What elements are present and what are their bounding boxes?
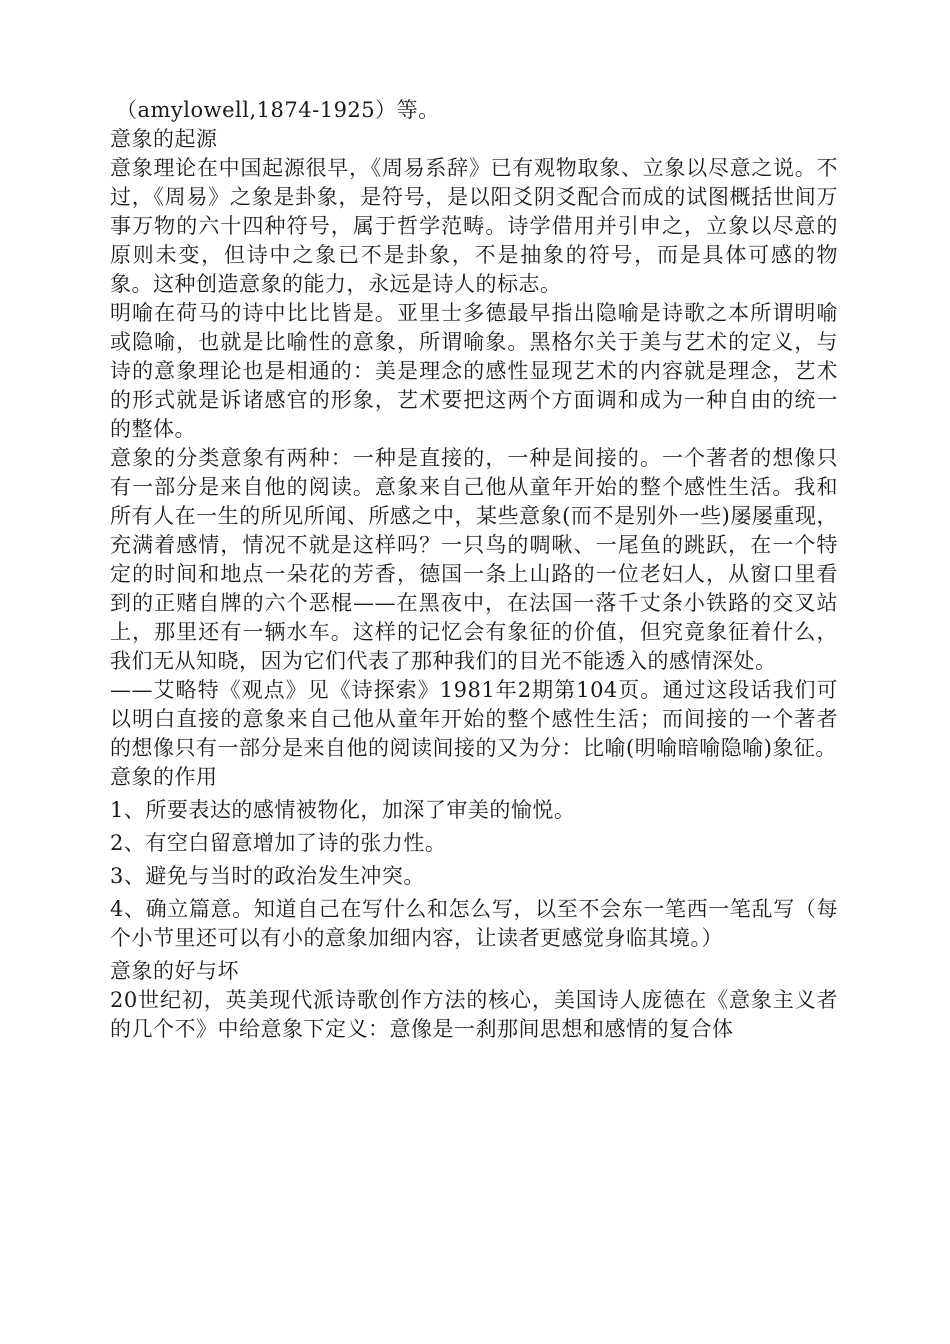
list-item-2: 2、有空白留意增加了诗的张力性。 [110,831,447,855]
paragraph-eliot-citation: ——艾略特《观点》见《诗探索》1981年2期第104页。通过这段话我们可以明白直接的意象来自己他从童年开始的整个感性生活；而间接的一个著者的想像只有一部分是来自他的阅读间接的又为分：比喻(明喻暗喻隐喻)象征。 [110,678,838,760]
heading-origin: 意象的起源 [110,127,218,151]
heading-good-bad: 意象的好与坏 [110,959,239,983]
paragraph-good-bad: 20世纪初，英美现代派诗歌创作方法的核心，美国诗人庞德在《意象主义者的几个不》中给意象下定义：意像是一刹那间思想和感情的复合体 [110,988,838,1041]
list-item-3: 3、避免与当时的政治发生冲突。 [110,864,425,888]
list-item-4: 4、确立篇意。知道自己在写什么和怎么写，以至不会东一笔西一笔乱写（每个小节里还可以有小的意象加细内容，让读者更感觉身临其境。） [110,897,838,950]
paragraph-origin-2: 明喻在荷马的诗中比比皆是。亚里士多德最早指出隐喻是诗歌之本所谓明喻或隐喻，也就是比喻性的意象，所谓喻象。黑格尔关于美与艺术的定义，与诗的意象理论也是相通的：美是理念的感性显现艺术的内容就是理念，艺术的形式就是诉诸感官的形象，艺术要把这两个方面调和成为一种自由的统一的整体。 [110,301,838,441]
heading-function: 意象的作用 [110,765,218,789]
intro-line: （amylowell,1874-1925）等。 [116,98,440,122]
list-item-1: 1、所要表达的感情被物化，加深了审美的愉悦。 [110,798,576,822]
paragraph-origin-1: 意象理论在中国起源很早，《周易系辞》已有观物取象、立象以尽意之说。不过，《周易》之象是卦象，是符号，是以阳爻阴爻配合而成的试图概括世间万事万物的六十四种符号，属于哲学范畴。诗学借用并引申之，立象以尽意的原则未变，但诗中之象已不是卦象，不是抽象的符号，而是具体可感的物象。这种创造意象的能力，永远是诗人的标志。 [110,156,838,296]
document-body [110,96,838,1044]
paragraph-classification: 意象的分类意象有两种：一种是直接的，一种是间接的。一个著者的想像只有一部分是来自他的阅读。意象来自己他从童年开始的整个感性生活。我和所有人在一生的所见所闻、所感之中，某些意象(而不是别外一些)屡屡重现，充满着感情，情况不就是这样吗？一只鸟的啁啾、一尾鱼的跳跃，在一个特定的时间和地点一朵花的芳香，德国一条上山路的一位老妇人，从窗口里看到的正赌自牌的六个恶棍——在黑夜中，在法国一落千丈条小铁路的交叉站上，那里还有一辆水车。这样的记忆会有象征的价值，但究竟象征着什么，我们无从知晓，因为它们代表了那种我们的目光不能透入的感情深处。 [110,446,838,673]
